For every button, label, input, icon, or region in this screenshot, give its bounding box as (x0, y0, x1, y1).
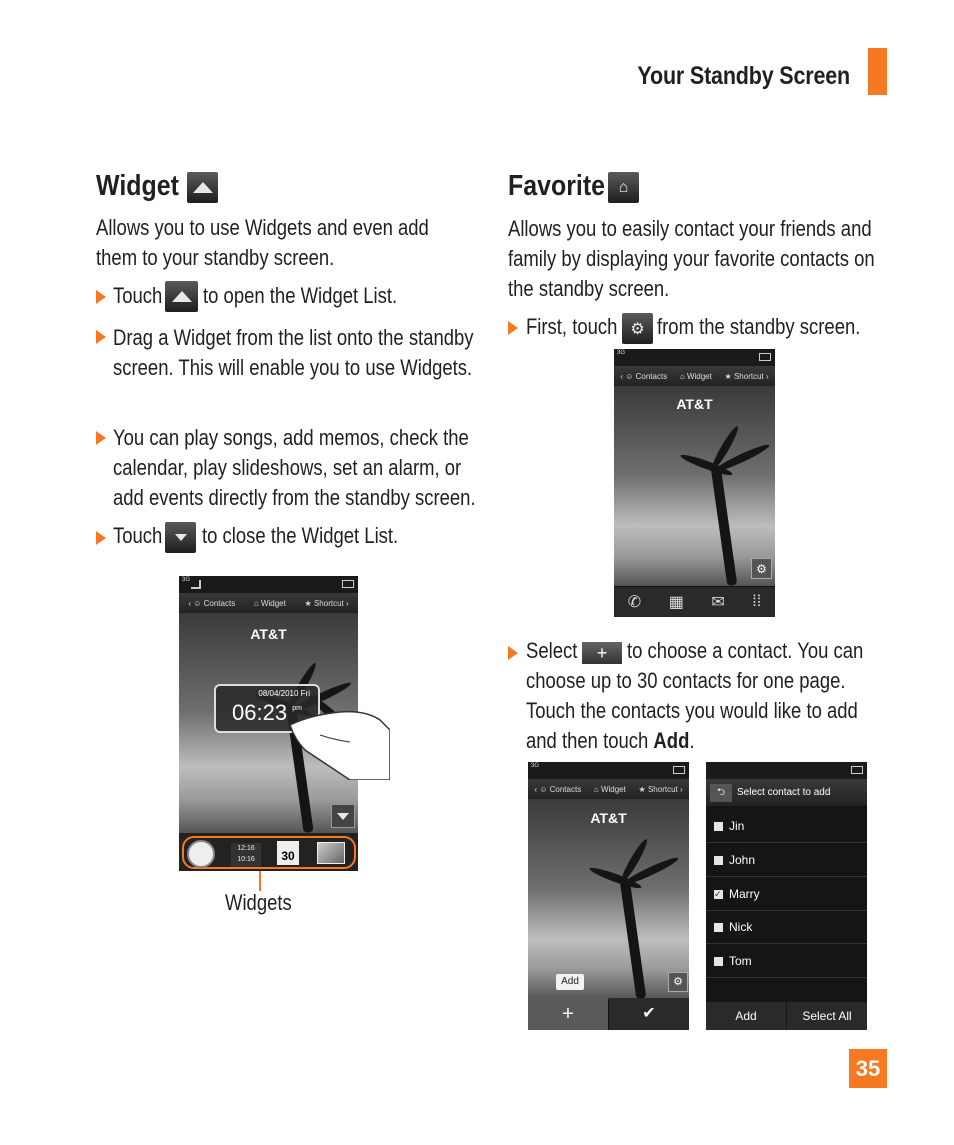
bullet-arrow-icon (508, 646, 518, 660)
home-tabs (528, 779, 689, 799)
keypad-icon[interactable]: ▦ (668, 594, 684, 611)
favorite-phone-screenshot (614, 349, 775, 617)
tab-widget[interactable]: ⌂ Widget (593, 784, 626, 794)
carrier-label: AT&T (590, 810, 627, 826)
tab-widget[interactable]: ⌂ Widget (253, 598, 286, 608)
favorite-bullet2-pre: Select (526, 638, 578, 663)
photo-widget[interactable] (317, 842, 345, 864)
select-all-button[interactable]: Select All (787, 1002, 867, 1030)
carrier-label: AT&T (676, 396, 713, 412)
add-favorite-phone-screenshot (528, 762, 689, 1030)
bullet-arrow-icon (96, 431, 106, 445)
widget-intro: Allows you to use Widgets and even add them to your standby screen. (96, 215, 429, 270)
bullet-arrow-icon (96, 290, 106, 304)
status-bar (179, 576, 358, 593)
home-icon: ⌂ (608, 172, 639, 203)
bullet-arrow-icon (96, 531, 106, 545)
page-number: 35 (849, 1049, 887, 1088)
select-contact-header (706, 779, 867, 806)
battery-icon (851, 766, 863, 774)
wallpaper (614, 386, 775, 586)
message-icon[interactable]: ✉ (711, 594, 725, 611)
bullet-arrow-icon (96, 330, 106, 344)
home-tabs (614, 366, 775, 386)
status-bar (528, 762, 689, 779)
widget-bullet4-post: to close the Widget List. (202, 523, 399, 548)
add-button[interactable]: Add (706, 1002, 786, 1030)
checked-checkbox-icon[interactable]: ✓ (714, 888, 722, 899)
section-header-bar (868, 48, 887, 95)
analog-clock-icon[interactable] (187, 840, 215, 868)
status-bar (614, 349, 775, 366)
battery-icon (673, 766, 685, 774)
widget-bullet1-post: to open the Widget List. (203, 283, 398, 308)
clock-date: 08/04/2010 Fri (258, 689, 310, 698)
checkbox-icon[interactable] (714, 856, 723, 865)
tab-contacts[interactable]: ‹ ☺ Contacts (188, 598, 236, 608)
select-contact-title: Select contact to add (737, 787, 831, 798)
confirm-button[interactable]: ✔ (609, 998, 689, 1030)
favorite-bullet2-line4: and then touch Add. (526, 728, 695, 753)
checkbox-icon[interactable] (714, 822, 723, 831)
favorite-gear-button[interactable]: ⚙ (668, 972, 688, 992)
favorite-bullet2-line2: choose up to 30 contacts for one page. (526, 668, 846, 693)
digital-clock-widget[interactable]: 12:16 10:16 (231, 843, 261, 867)
phone-icon[interactable]: ✆ (627, 594, 642, 611)
widget-bullet2: Drag a Widget from the list onto the standby screen. This will enable you to use Widgets. (113, 325, 474, 380)
checkbox-icon[interactable] (714, 923, 723, 932)
plus-icon: + (582, 642, 622, 664)
widget-bullet3: You can play songs, add memos, check the calendar, play slideshows, set an alarm, or add events directly from the standby screen. (113, 425, 476, 510)
network-label: 3G (182, 577, 191, 583)
open-widget-list-icon (165, 281, 198, 312)
back-icon[interactable]: ⮌ (710, 784, 732, 802)
favorite-bullet2-post: to choose a contact. You can (627, 638, 864, 663)
close-widget-list-icon (165, 522, 196, 553)
widget-up-icon (187, 172, 218, 203)
favorite-gear-button[interactable]: ⚙ (751, 558, 772, 579)
select-contact-phone-screenshot (706, 762, 867, 1030)
widgets-callout-line (259, 871, 261, 891)
contact-row[interactable]: Jin (706, 810, 867, 843)
tab-shortcut[interactable]: ★ Shortcut › (638, 784, 683, 794)
network-label: 3G (531, 763, 540, 769)
tab-shortcut[interactable]: ★ Shortcut › (304, 598, 349, 608)
battery-icon (342, 580, 354, 588)
tab-widget[interactable]: ⌂ Widget (679, 371, 712, 381)
wallpaper (528, 799, 689, 999)
add-contact-button[interactable]: + (528, 998, 608, 1030)
palm-tree-image (620, 879, 647, 999)
hand-gesture-icon (280, 690, 390, 780)
widget-heading: Widget (96, 170, 179, 202)
tab-contacts[interactable]: ‹ ☺ Contacts (620, 371, 668, 381)
favorite-bullet1-post: from the standby screen. (657, 314, 861, 339)
status-bar (706, 762, 867, 779)
clock-time: 06:23 (232, 700, 288, 725)
contact-row[interactable]: ✓ Marry (706, 878, 867, 911)
clock-ampm: pm (292, 705, 302, 712)
quick-launch-bar (614, 587, 775, 617)
section-header-title: Your Standby Screen (637, 62, 850, 90)
contact-row[interactable]: Nick (706, 911, 867, 944)
carrier-label: AT&T (250, 626, 287, 642)
checkbox-icon[interactable] (714, 957, 723, 966)
favorite-bullet1-pre: First, touch (526, 314, 618, 339)
home-tabs (179, 593, 358, 613)
widget-bullet4-pre: Touch (113, 523, 163, 548)
favorite-bullet2-line3: Touch the contacts you would like to add (526, 698, 858, 723)
add-tooltip: Add (556, 974, 584, 990)
contact-row[interactable]: Tom (706, 945, 867, 978)
calendar-widget[interactable]: 30 (277, 841, 299, 865)
favorite-intro: Allows you to easily contact your friends and family by displaying your favorite contacts on the standby screen. (508, 216, 875, 301)
favorite-heading: Favorite (508, 170, 606, 202)
palm-tree-image (711, 466, 738, 586)
tab-shortcut[interactable]: ★ Shortcut › (724, 371, 769, 381)
signal-icon (191, 580, 201, 589)
network-label: 3G (617, 350, 626, 356)
close-list-button[interactable] (331, 804, 355, 828)
widgets-callout-label: Widgets (225, 890, 292, 915)
tab-contacts[interactable]: ‹ ☺ Contacts (534, 784, 582, 794)
contact-row[interactable]: John (706, 844, 867, 877)
menu-icon[interactable]: ⁞⁞ (752, 593, 762, 610)
gear-icon: ⚙ (622, 313, 653, 344)
battery-icon (759, 353, 771, 361)
widget-bullet1-pre: Touch (113, 283, 163, 308)
bullet-arrow-icon (508, 321, 518, 335)
